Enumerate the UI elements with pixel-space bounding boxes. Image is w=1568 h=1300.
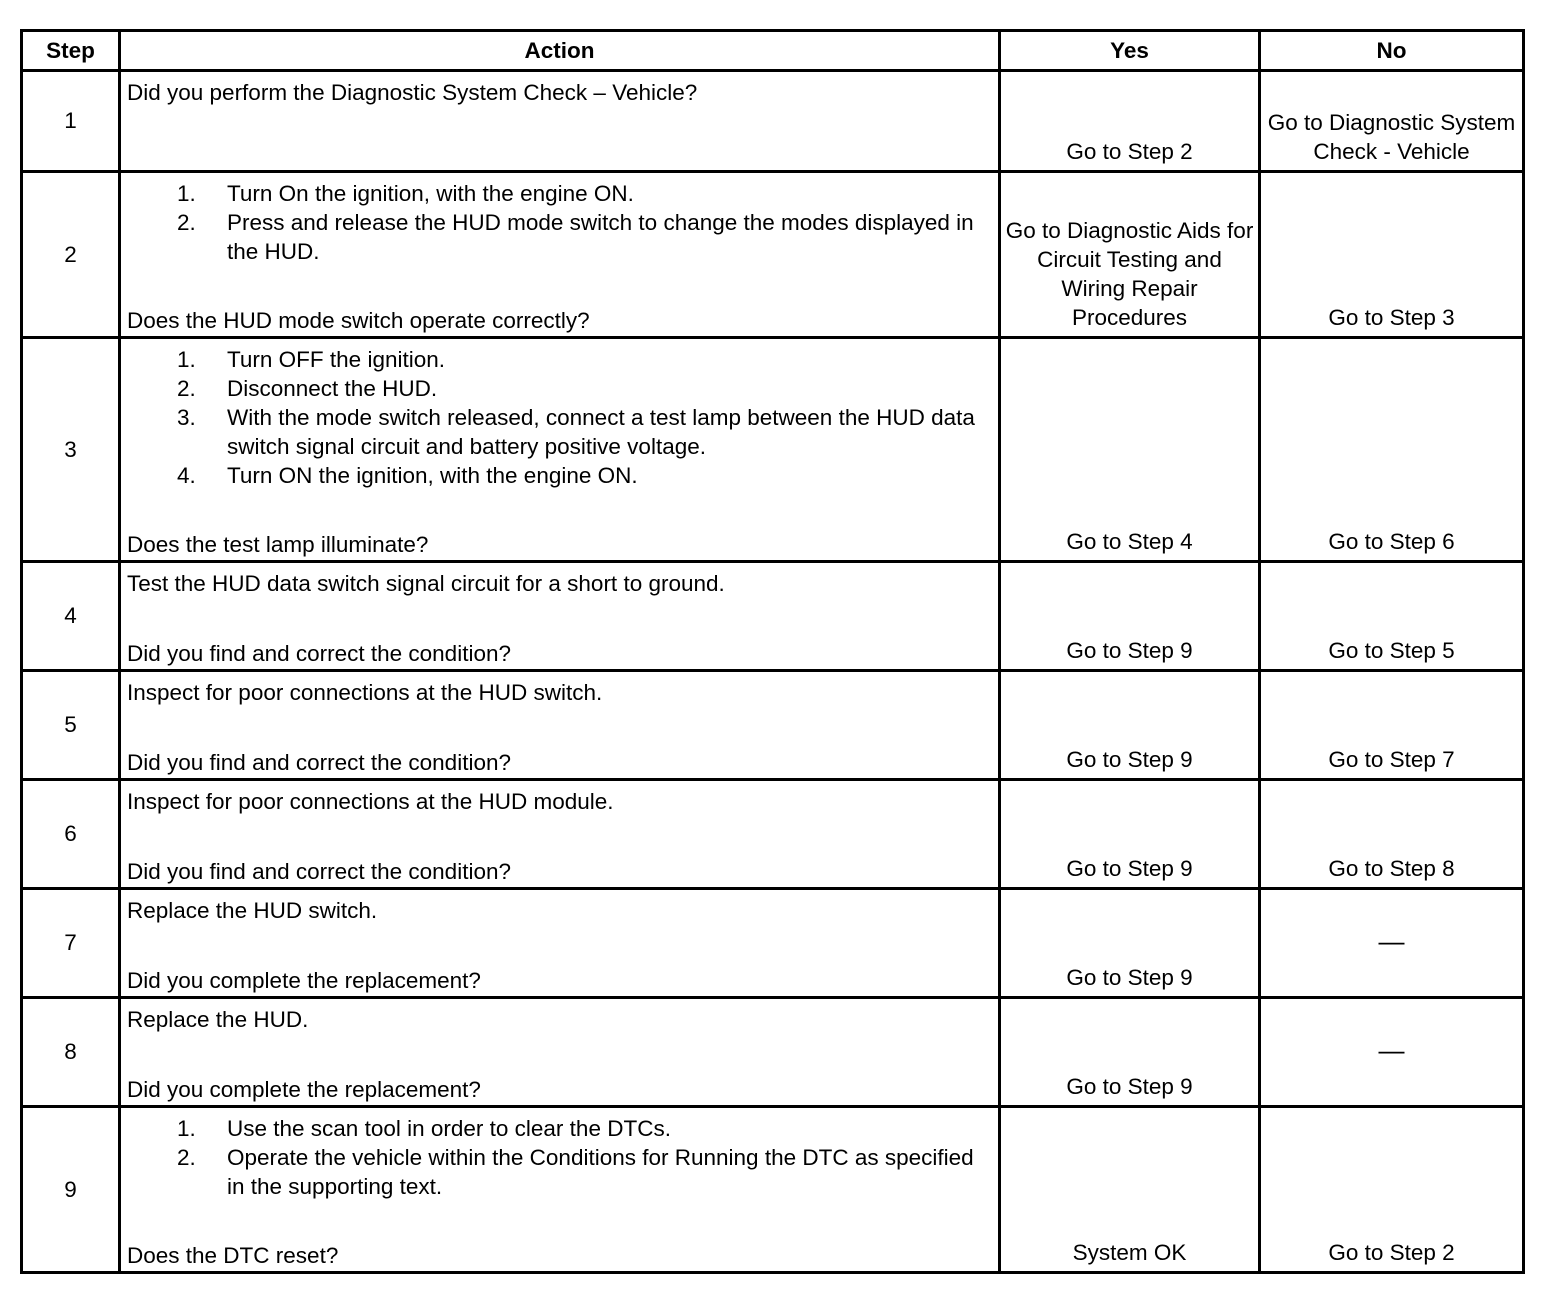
header-action: Action — [120, 31, 1000, 71]
action-cell — [120, 671, 1000, 780]
no-cell: — — [1260, 889, 1524, 998]
diagnostic-table-sheet — [20, 29, 1522, 1274]
step-number: 4 — [22, 562, 120, 671]
list-item: 2. Press and release the HUD mode switch to change the modes displayed in the HUD. — [177, 210, 974, 264]
no-cell: Go to Step 8 — [1260, 780, 1524, 889]
yes-cell: System OK — [1000, 1107, 1260, 1273]
table-row — [22, 1107, 1524, 1273]
yes-cell: Go to Step 4 — [1000, 338, 1260, 562]
action-question: Did you complete the replacement? — [127, 1077, 481, 1102]
yes-cell: Go to Diagnostic Aids for Circuit Testing and Wiring Repair Procedures — [1000, 172, 1260, 338]
table-row — [22, 889, 1524, 998]
step-number: 7 — [22, 889, 120, 998]
step-number: 3 — [22, 338, 120, 562]
step-number: 5 — [22, 671, 120, 780]
no-cell: — — [1260, 998, 1524, 1107]
action-cell — [120, 172, 1000, 338]
action-cell — [120, 562, 1000, 671]
table-row — [22, 998, 1524, 1107]
action-question: Did you complete the replacement? — [127, 968, 481, 993]
table-row — [22, 780, 1524, 889]
step-number: 9 — [22, 1107, 120, 1273]
yes-cell: Go to Step 9 — [1000, 998, 1260, 1107]
step-number: 1 — [22, 71, 120, 172]
step-number: 8 — [22, 998, 120, 1107]
list-item: 4. Turn ON the ignition, with the engine ON. — [177, 463, 638, 488]
yes-cell: Go to Step 2 — [1000, 71, 1260, 172]
action-cell — [120, 889, 1000, 998]
action-cell — [120, 780, 1000, 889]
action-steps-list — [127, 345, 992, 490]
no-cell: Go to Step 2 — [1260, 1107, 1524, 1273]
step-number: 6 — [22, 780, 120, 889]
action-question: Does the DTC reset? — [127, 1243, 339, 1268]
header-row — [22, 31, 1524, 71]
action-text: Replace the HUD switch. — [127, 898, 378, 923]
action-cell — [120, 71, 1000, 172]
table-row — [22, 172, 1524, 338]
action-text: Inspect for poor connections at the HUD switch. — [127, 680, 603, 705]
step-number: 2 — [22, 172, 120, 338]
action-text: Replace the HUD. — [127, 1007, 309, 1032]
action-text: Test the HUD data switch signal circuit for a short to ground. — [127, 571, 725, 596]
header-yes: Yes — [1000, 31, 1260, 71]
table-row — [22, 562, 1524, 671]
action-text: Inspect for poor connections at the HUD module. — [127, 789, 614, 814]
no-cell: Go to Step 3 — [1260, 172, 1524, 338]
action-cell — [120, 338, 1000, 562]
action-question: Did you find and correct the condition? — [127, 750, 511, 775]
list-item: 1. Turn OFF the ignition. — [177, 347, 446, 372]
list-item: 1. Use the scan tool in order to clear the DTCs. — [177, 1116, 671, 1141]
yes-cell: Go to Step 9 — [1000, 889, 1260, 998]
table-row — [22, 671, 1524, 780]
list-item: 2. Operate the vehicle within the Conditions for Running the DTC as specified in the supporting text. — [177, 1145, 974, 1199]
no-cell: Go to Diagnostic System Check - Vehicle — [1260, 71, 1524, 172]
header-no: No — [1260, 31, 1524, 71]
no-cell: Go to Step 6 — [1260, 338, 1524, 562]
table-row — [22, 338, 1524, 562]
action-steps-list — [127, 179, 992, 266]
action-cell — [120, 998, 1000, 1107]
diagnostic-table — [20, 29, 1525, 1274]
yes-cell: Go to Step 9 — [1000, 562, 1260, 671]
yes-cell: Go to Step 9 — [1000, 671, 1260, 780]
no-cell: Go to Step 7 — [1260, 671, 1524, 780]
action-text: Did you perform the Diagnostic System Check – Vehicle? — [127, 80, 698, 105]
action-steps-list — [127, 1114, 992, 1201]
action-question: Did you find and correct the condition? — [127, 859, 511, 884]
list-item: 3. With the mode switch released, connect a test lamp between the HUD data switch signal circuit and battery positive voltage. — [177, 405, 975, 459]
action-question: Did you find and correct the condition? — [127, 641, 511, 666]
yes-cell: Go to Step 9 — [1000, 780, 1260, 889]
header-step: Step — [22, 31, 120, 71]
no-cell: Go to Step 5 — [1260, 562, 1524, 671]
table-row — [22, 71, 1524, 172]
list-item: 2. Disconnect the HUD. — [177, 376, 438, 401]
action-cell — [120, 1107, 1000, 1273]
list-item: 1. Turn On the ignition, with the engine ON. — [177, 181, 634, 206]
action-question: Does the HUD mode switch operate correctly? — [127, 308, 590, 333]
action-question: Does the test lamp illuminate? — [127, 532, 429, 557]
